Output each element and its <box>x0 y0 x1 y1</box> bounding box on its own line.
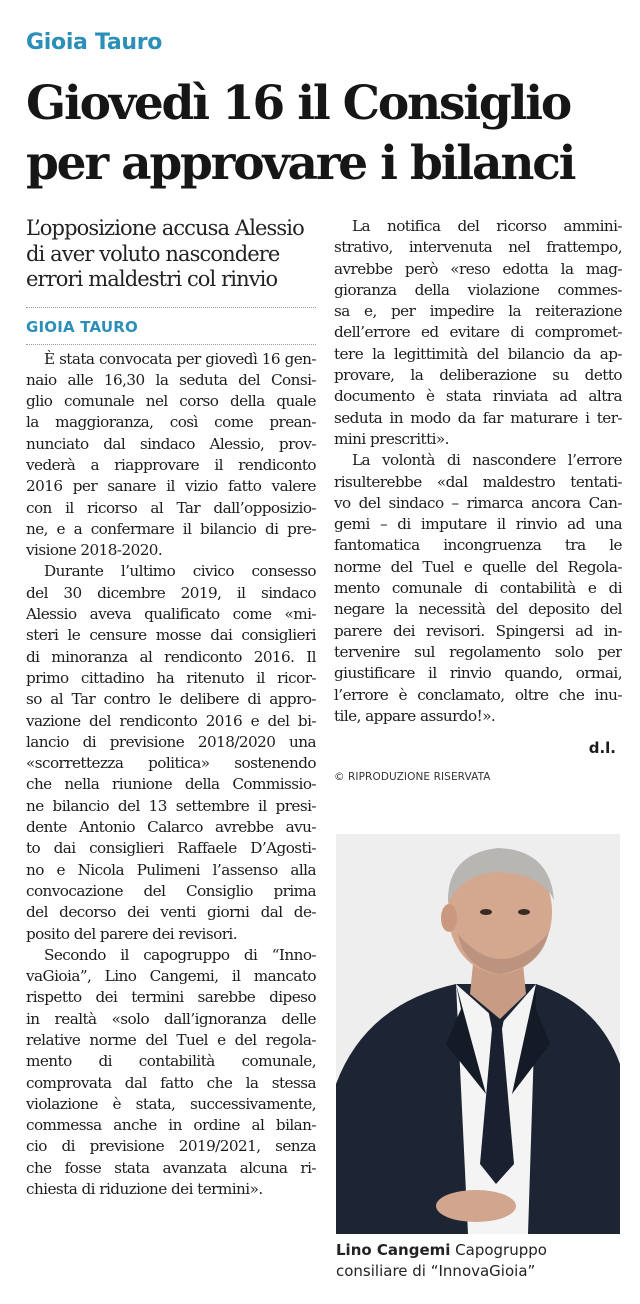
body-line: so al Tar contro le delibere di appro- <box>26 690 316 709</box>
body-line: parere dei revisori. Spingersi ad in- <box>334 621 622 640</box>
body-line: steri le censure mosse dai consiglieri <box>26 626 316 645</box>
subheadline-line: errori maldestri col rinvio <box>26 267 278 291</box>
body-line: l’errore è conclamato, oltre che inu- <box>334 685 622 704</box>
photo-caption <box>336 1240 626 1282</box>
body-line: chiesta di riduzione dei termini». <box>26 1180 263 1199</box>
body-line: risulterebbe «dal maldestro tentati- <box>334 472 622 491</box>
body-line: la maggioranza, così come prean- <box>26 413 316 432</box>
body-line: che nella riunione della Commissio- <box>26 775 316 794</box>
portrait-photo <box>336 834 620 1234</box>
left-column <box>26 216 316 1200</box>
body-line: del decorso dei venti giorni dal de- <box>26 903 316 922</box>
body-line: di minoranza al rendiconto 2016. Il <box>26 647 316 666</box>
body-line: vaGioia”, Lino Cangemi, il mancato <box>26 967 316 986</box>
body-line: seduta in modo da far maturare i ter- <box>334 408 622 427</box>
body-line: mento comunale di contabilità e di <box>334 579 622 598</box>
left-body-text <box>26 349 316 1201</box>
subheadline-line: di aver voluto nascondere <box>26 241 280 266</box>
body-line: nunciato dal sindaco Alessio, prov- <box>26 434 316 453</box>
body-line: gemi – di imputare il rinvio ad una <box>334 515 622 534</box>
body-line: La notifica del ricorso ammini- <box>352 217 622 235</box>
body-line: 2016 per sanare il vizio fatto valere <box>26 477 316 496</box>
body-paragraph <box>334 216 622 450</box>
body-line: con il ricorso al Tar dall’opposizio- <box>26 498 316 517</box>
body-line: vo del sindaco – rimarca ancora Can- <box>334 493 622 512</box>
caption-group: consiliare di “InnovaGioia” <box>336 1262 536 1280</box>
subheadline-line: L’opposizione accusa Alessio <box>26 216 304 240</box>
body-line: dell’errore ed evitare di compromet- <box>334 323 622 342</box>
body-line: tervenire sul regolamento solo per <box>334 642 622 661</box>
body-line: Alessio aveva qualificato come «mi- <box>26 605 316 624</box>
body-paragraph <box>26 349 316 562</box>
body-line: mento di contabilità comunale, <box>26 1052 316 1071</box>
body-line: «scorrettezza politica» sostenendo <box>26 754 316 773</box>
body-line: La volontà di nascondere l’errore <box>352 451 622 470</box>
body-paragraph <box>26 945 316 1201</box>
headline-line: Giovedì 16 il Consiglio <box>26 76 571 131</box>
caption-name: Lino Cangemi <box>336 1241 451 1259</box>
body-line: gioranza della violazione commes- <box>334 280 622 299</box>
body-line: commessa anche in ordine al bilan- <box>26 1116 316 1135</box>
body-line: Durante l’ultimo civico consesso <box>44 562 316 581</box>
subheadline <box>26 216 316 293</box>
body-line: del 30 dicembre 2019, il sindaco <box>26 583 316 602</box>
body-line: comprovata dal fatto che la stessa <box>26 1073 316 1092</box>
body-line: tere la legittimità del bilancio da ap- <box>334 344 622 363</box>
section-kicker: Gioia Tauro <box>26 30 163 55</box>
body-line: norme del Tuel e quelle del Regola- <box>334 557 622 576</box>
body-line: sa e, per impedire la reiterazione <box>334 302 622 321</box>
body-line: posito del parere dei revisori. <box>26 924 238 943</box>
body-line: ne, e a confermare il bilancio di pre- <box>26 519 316 538</box>
caption-role: Capogruppo <box>450 1241 547 1259</box>
headline <box>26 74 626 194</box>
body-line: lancio di previsione 2018/2020 una <box>26 732 316 751</box>
body-line: cio di previsione 2019/2021, senza <box>26 1137 316 1156</box>
body-paragraph <box>334 450 622 727</box>
body-line: no e Nicola Pulimeni l’assenso alla <box>26 860 316 879</box>
body-line: in realtà «solo dall’ignoranza delle <box>26 1009 316 1028</box>
body-line: to dai consiglieri Raffaele D’Agosti- <box>26 839 316 858</box>
body-line: violazione è stata, successivamente, <box>26 1094 316 1113</box>
dotted-divider <box>26 344 316 345</box>
body-line: rispetto dei termini sarebbe dipeso <box>26 988 316 1007</box>
body-line: strativo, intervenuta nel frattempo, <box>334 238 622 257</box>
body-line: Secondo il capogruppo di “Inno- <box>44 945 316 964</box>
body-line: vederà a riapprovare il rendiconto <box>26 455 316 474</box>
body-line: visione 2018-2020. <box>26 541 163 560</box>
right-body-text <box>334 216 622 727</box>
right-column <box>334 216 622 783</box>
headline-line: per approvare i bilanci <box>26 136 575 191</box>
body-line: relative norme del Tuel e del regola- <box>26 1031 316 1049</box>
body-line: glio comunale nel corso della quale <box>26 392 316 411</box>
copyright-notice: © RIPRODUZIONE RISERVATA <box>334 771 491 784</box>
body-line: ne bilancio del 13 settembre il presi- <box>26 796 316 815</box>
body-line: negare la necessità del deposito del <box>334 600 622 619</box>
man-portrait-illustration <box>336 834 620 1234</box>
body-line: dente Antonio Calarco avrebbe avu- <box>26 818 316 837</box>
body-line: tile, appare assurdo!». <box>334 706 496 725</box>
body-line: che fosse stata avanzata alcuna ri- <box>26 1158 316 1177</box>
dateline-place: GIOIA TAURO <box>26 317 138 336</box>
body-line: fantomatica incongruenza tra le <box>334 536 622 555</box>
body-line: È stata convocata per giovedì 16 gen- <box>44 349 316 368</box>
body-paragraph <box>26 561 316 944</box>
body-line: primo cittadino ha ritenuto il ricor- <box>26 668 316 687</box>
author-signature: d.l. <box>588 739 616 758</box>
body-line: giustificare il rinvio quando, ormai, <box>334 664 622 683</box>
body-line: vazione del rendiconto 2016 e del bi- <box>26 711 316 730</box>
body-line: convocazione del Consiglio prima <box>26 881 316 900</box>
dotted-divider <box>26 307 316 308</box>
body-line: mini prescritti». <box>334 429 449 448</box>
body-line: provare, la deliberazione su detto <box>334 366 622 385</box>
body-line: naio alle 16,30 la seduta del Consi- <box>26 370 316 389</box>
body-line: avrebbe però «reso edotta la mag- <box>334 259 622 278</box>
body-line: documento è stata rinviata ad altra <box>334 387 622 406</box>
